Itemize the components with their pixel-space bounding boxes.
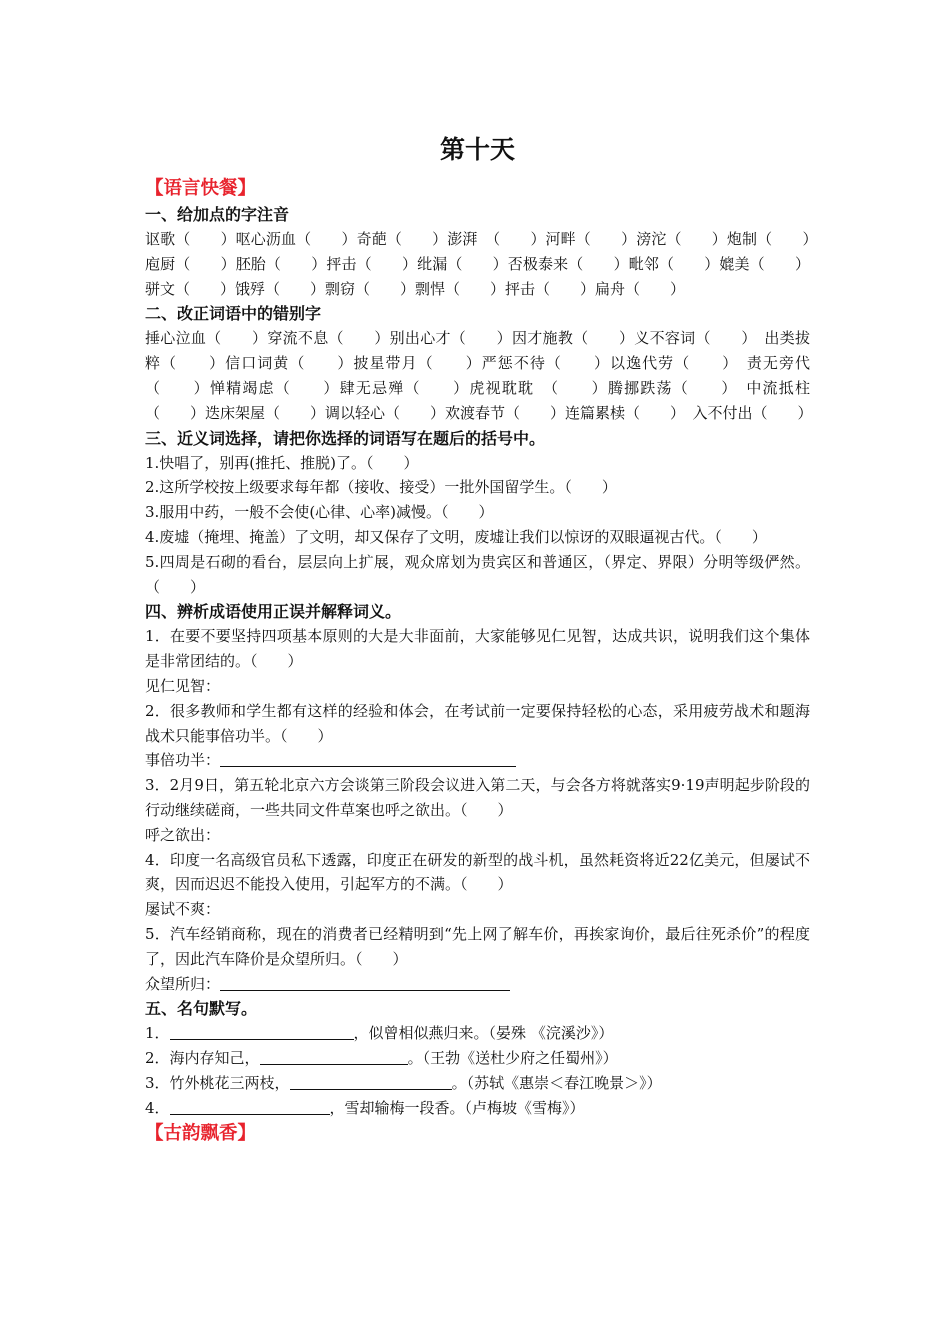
q4-sentence: 3．2月9日，第五轮北京六方会谈第三阶段会议进入第二天，与会各方将就落实9·19声明起步阶段的行动继续磋商，一些共同文件草案也呼之欲出。（ ） [145, 776, 810, 819]
q3-item: 3.服用中药，一般不会使(心律、心率)减慢。（ ） [145, 503, 494, 522]
q5-text: ，雪却输梅一段香。（卢梅坡《雪梅》） [329, 1098, 585, 1117]
q5-item [145, 1021, 810, 1046]
q2-text: 捶心泣血（ ）穿流不息（ ）别出心才（ ）因才施教（ ）义不容词（ ） 出类拔粹（ ）信口词黄（ ）披星带月（ ）严惩不待（ ）以逸代劳（ ） 责无旁代（ ）惮精竭虑（ ）肆无忌殚（ ）虎视耽耽 （ ）腾挪跌荡（ ） 中流抵柱（ ）迭床架屋（ ）调以轻心（ ）欢渡春节（ ）连篇累椟（ ） 入不付出（ ） [145, 329, 813, 422]
q3-item: 5.四周是石砌的看台，层层向上扩展，观众席划为贵宾区和普通区，（界定、界限）分明等级俨然。（ ） [145, 552, 810, 596]
q5-number: 4． [145, 1098, 170, 1117]
q5-text: ，似曾相似燕归来。（晏殊 《浣溪沙》） [353, 1024, 614, 1043]
fill-blank[interactable] [170, 1023, 354, 1040]
worksheet-page [145, 130, 813, 1147]
q4-sentence: 4．印度一名高级官员私下透露，印度正在研发的新型的战斗机，虽然耗资将近22亿美元，但屡试不爽，因而迟迟不能投入使用，引起军方的不满。（ ） [145, 850, 810, 894]
q5-number: 3． [145, 1073, 170, 1092]
q3-item: 4.废墟（掩埋、掩盖）了文明，却又保存了文明，废墟让我们以惊讶的双眼逼视古代。（ ） [145, 527, 767, 546]
q4-sentence: 1．在要不要坚持四项基本原则的大是大非面前，大家能够见仁见智，达成共识，说明我们这个集体是非常团结的。（ ） [145, 627, 810, 671]
section-banner-language: 【语言快餐】 [145, 178, 257, 199]
q4-answer-line [145, 972, 810, 997]
q3-item: 1.快唱了，别再(推托、推脱)了。（ ） [145, 453, 419, 472]
q5-text: 。（苏轼《惠崇＜春江晚景＞》） [451, 1073, 662, 1092]
fill-blank[interactable] [260, 1048, 408, 1065]
fill-blank[interactable] [290, 1073, 452, 1090]
q5-item [145, 1096, 810, 1121]
answer-blank[interactable] [220, 750, 516, 767]
q1-heading: 一、给加点的字注音 [145, 205, 290, 224]
q4-answer-line [145, 748, 810, 773]
q5-text: 海内存知己， [169, 1049, 260, 1068]
q3-item: 2.这所学校按上级要求每年都（接收、接受）一批外国留学生。（ ） [145, 478, 617, 497]
q5-number: 2． [145, 1049, 170, 1068]
q5-text: 竹外桃花三两枝， [169, 1073, 290, 1092]
answer-blank[interactable] [220, 974, 510, 991]
q4-heading: 四、辨析成语使用正误并解释词义。 [145, 602, 402, 622]
q5-item [145, 1071, 810, 1096]
q5-heading: 五、名句默写。 [145, 999, 258, 1019]
q4-sentence: 2．很多教师和学生都有这样的经验和体会，在考试前一定要保持轻松的心态，采用疲劳战术和题海战术只能事倍功半。（ ） [145, 701, 810, 745]
q4-label: 屡试不爽： [145, 900, 221, 919]
q1-text: 讴歌（ ）呕心沥血（ ）奇葩（ ）澎湃 （ ）河畔（ ）滂沱（ ）炮制（ ）庖厨（ ）胚胎（ ）抨击（ ）纰漏（ ）否极泰来（ ）毗邻（ ）媲美（ ）骈文（ ）饿殍（ ）剽窃（ ）剽悍（ ）抨击（ ）扁舟（ ） [145, 230, 810, 298]
q4-answer-line [145, 897, 810, 922]
section-banner-classics: 【古韵飘香】 [145, 1122, 257, 1144]
q4-label: 呼之欲出： [145, 825, 221, 844]
q4-sentence: 5．汽车经销商称，现在的消费者已经精明到“先上网了解车价，再挨家询价，最后往死杀价”的程度了，因此汽车降价是众望所归。（ ） [145, 924, 810, 968]
q4-label: 见仁见智： [145, 676, 221, 695]
q4-answer-line [145, 823, 810, 848]
fill-blank[interactable] [170, 1098, 330, 1115]
q4-label: 事倍功半： [145, 751, 221, 770]
q4-label: 众望所归： [145, 974, 221, 993]
q5-number: 1． [145, 1024, 170, 1043]
q3-heading: 三、近义词选择，请把你选择的词语写在题后的括号中。 [145, 428, 546, 448]
page-title: 第十天 [439, 135, 515, 164]
q5-item [145, 1046, 810, 1071]
q2-heading: 二、改正词语中的错别字 [145, 304, 322, 324]
q4-answer-line [145, 674, 810, 699]
q5-text: 。（王勃《送杜少府之任蜀州》） [407, 1049, 618, 1068]
